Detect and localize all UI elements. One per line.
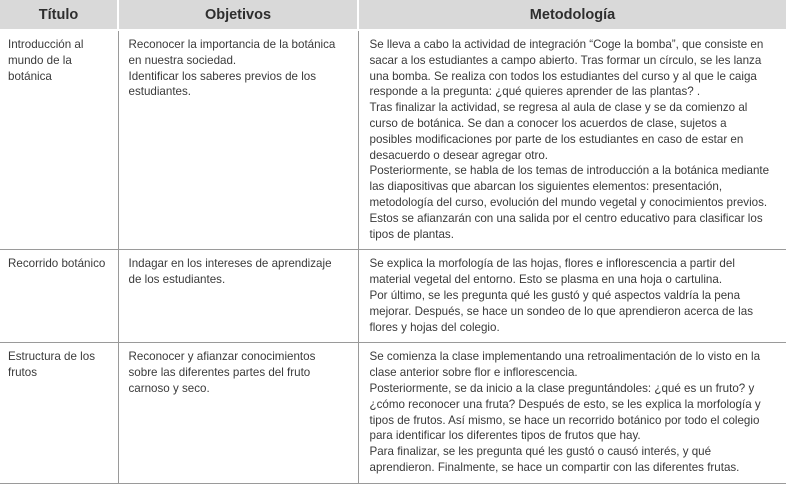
cell-titulo: Recorrido botánico [0, 250, 118, 343]
table-row [0, 250, 786, 343]
methodology-paragraph: Se lleva a cabo la actividad de integración “Coge la bomba”, que consiste en sacar a los estudiantes a campo abierto. Tras formar un círculo, se les lanza una bomba. Se realiza con todos los estudiantes del curso y al que le caiga responde a la pregunta: ¿qué quieres aprender de las plantas? . [369, 38, 764, 99]
methodology-paragraph: Se explica la morfología de las hojas, flores e inflorescencia a partir del material vegetal del entorno. Esto se plasma en una hoja o cartulina. [369, 257, 735, 287]
cell-titulo: Introducción al mundo de la botánica [0, 30, 118, 250]
table-row [0, 30, 786, 250]
cell-objetivos [118, 250, 358, 343]
header-metodologia: Metodología [358, 0, 786, 30]
cell-titulo: Estructura de los frutos [0, 343, 118, 483]
header-titulo: Título [0, 0, 118, 30]
cell-objetivos [118, 343, 358, 483]
methodology-paragraph: Posteriormente, se habla de los temas de introducción a la botánica mediante las diapositivas que abarcan los siguientes elementos: presentación, metodología del curso, evolución del mundo vegetal y conocimientos previos. Estos se afianzarán con una salida por el centro educativo para clasificar los tipos de plantas. [369, 164, 770, 241]
methodology-paragraph: Posteriormente, se da inicio a la clase preguntándoles: ¿qué es un fruto? y ¿cómo reconocer una fruta? Después de esto, se les explica la morfología y tipos de frutos. Así mismo, se hace un recorrido botánico por todo el colegio para identificar los diferentes tipos de frutos que hay. [369, 381, 761, 443]
methodology-paragraph: Tras finalizar la actividad, se regresa al aula de clase y se da comienzo al curso de botánica. Se dan a conocer los acuerdos de clase, sujetos a posibles modificaciones por parte de los estudiantes en caso de estar en desacuerdo o desear agregar otro. [369, 101, 748, 162]
cell-metodologia [358, 250, 786, 343]
table-row [0, 343, 786, 483]
methodology-paragraph: Por último, se les pregunta qué les gustó y qué aspectos valdría la pena mejorar. Después, se hace un sondeo de lo que aprendieron acerca de las flores y hojas del colegio. [369, 288, 753, 334]
methodology-paragraph: Para finalizar, se les pregunta qué les gustó o causó interés, y qué aprendieron. Finalmente, se hace un compartir con las diferentes frutas. [369, 445, 740, 474]
header-row [0, 0, 786, 30]
objective-item: Indagar en los intereses de aprendizaje de los estudiantes. [128, 257, 332, 287]
objective-item: Reconocer y afianzar conocimientos sobre las diferentes partes del fruto carnoso y seco. [128, 350, 316, 395]
methodology-paragraph: Se comienza la clase implementando una retroalimentación de lo visto en la clase anterior sobre flor e inflorescencia. [369, 350, 761, 380]
objective-item: Reconocer la importancia de la botánica en nuestra sociedad. [128, 38, 336, 67]
objective-item: Identificar los saberes previos de los estudiantes. [128, 69, 317, 99]
cell-metodologia [358, 343, 786, 483]
header-objetivos: Objetivos [118, 0, 358, 30]
table-header [0, 0, 786, 30]
cell-objetivos [118, 30, 358, 250]
table-body [0, 30, 786, 483]
cell-metodologia [358, 30, 786, 250]
